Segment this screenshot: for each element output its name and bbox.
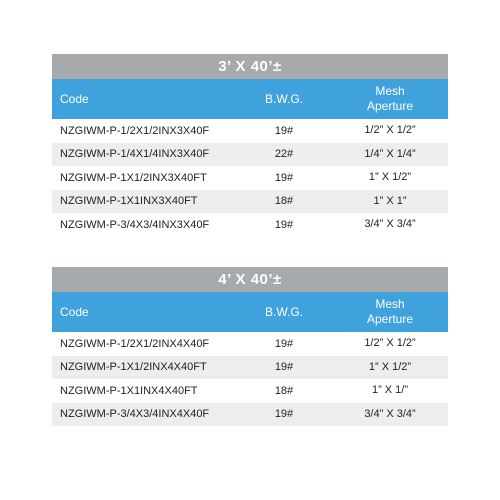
header-code: Code: [60, 92, 89, 106]
header-bwg: B.W.G.: [264, 305, 303, 319]
header-mesh-line2: Aperture: [366, 99, 414, 113]
cell-mesh: 1/2” X 1/2”: [364, 124, 416, 137]
spec-table-4x40: [52, 267, 448, 432]
table-footer-space: [52, 426, 448, 432]
header-mesh-line2: Aperture: [366, 312, 414, 326]
cell-code: NZGIWM-P-3/4X3/4INX3X40F: [60, 218, 210, 231]
cell-code: NZGIWM-P-1X1/2INX4X40FT: [60, 361, 207, 374]
cell-code: NZGIWM-P-1X1INX3X40FT: [60, 195, 198, 208]
cell-mesh: 1” X 1/2”: [368, 360, 412, 373]
spec-table-3x40: [52, 54, 448, 243]
header-mesh-line1: Mesh: [375, 297, 405, 311]
header-mesh-aperture: [332, 84, 448, 114]
table-row: [52, 166, 448, 190]
table-row: [52, 119, 448, 143]
cell-bwg: 19#: [274, 218, 294, 231]
cell-bwg: 22#: [274, 148, 294, 161]
table-row: [52, 190, 448, 214]
table-row: [52, 379, 448, 403]
table-title: 3’ X 40’±: [52, 54, 448, 79]
cell-code: NZGIWM-P-1X1/2INX3X40FT: [60, 171, 207, 184]
header-mesh-line1: Mesh: [375, 84, 405, 98]
cell-mesh: 1” X 1/”: [371, 384, 409, 397]
cell-code: NZGIWM-P-1/2X1/2INX4X40F: [60, 337, 210, 350]
cell-bwg: 18#: [274, 195, 294, 208]
cell-bwg: 19#: [274, 408, 294, 421]
table-row: [52, 213, 448, 237]
cell-mesh: 1” X 1/2”: [368, 171, 412, 184]
cell-mesh: 1/2” X 1/2”: [364, 337, 416, 350]
cell-bwg: 18#: [274, 384, 294, 397]
header-code: Code: [60, 305, 89, 319]
cell-code: NZGIWM-P-1X1INX4X40FT: [60, 384, 198, 397]
cell-bwg: 19#: [274, 124, 294, 137]
cell-mesh: 1/4” X 1/4”: [364, 147, 416, 160]
table-row: [52, 143, 448, 167]
header-mesh-aperture: [332, 297, 448, 327]
table-title: 4’ X 40’±: [52, 267, 448, 292]
table-row: [52, 403, 448, 427]
cell-bwg: 19#: [274, 361, 294, 374]
cell-bwg: 19#: [274, 171, 294, 184]
table-row: [52, 332, 448, 356]
table-header-row: [52, 79, 448, 119]
cell-mesh: 1” X 1”: [373, 194, 407, 207]
cell-code: NZGIWM-P-3/4X3/4INX4X40F: [60, 408, 210, 421]
table-header-row: [52, 292, 448, 332]
cell-mesh: 3/4” X 3/4”: [364, 218, 416, 231]
cell-code: NZGIWM-P-1/2X1/2INX3X40F: [60, 124, 210, 137]
cell-mesh: 3/4” X 3/4”: [364, 407, 416, 420]
cell-code: NZGIWM-P-1/4X1/4INX3X40F: [60, 148, 210, 161]
table-row: [52, 356, 448, 380]
table-footer-space: [52, 237, 448, 243]
cell-bwg: 19#: [274, 337, 294, 350]
header-bwg: B.W.G.: [264, 92, 303, 106]
